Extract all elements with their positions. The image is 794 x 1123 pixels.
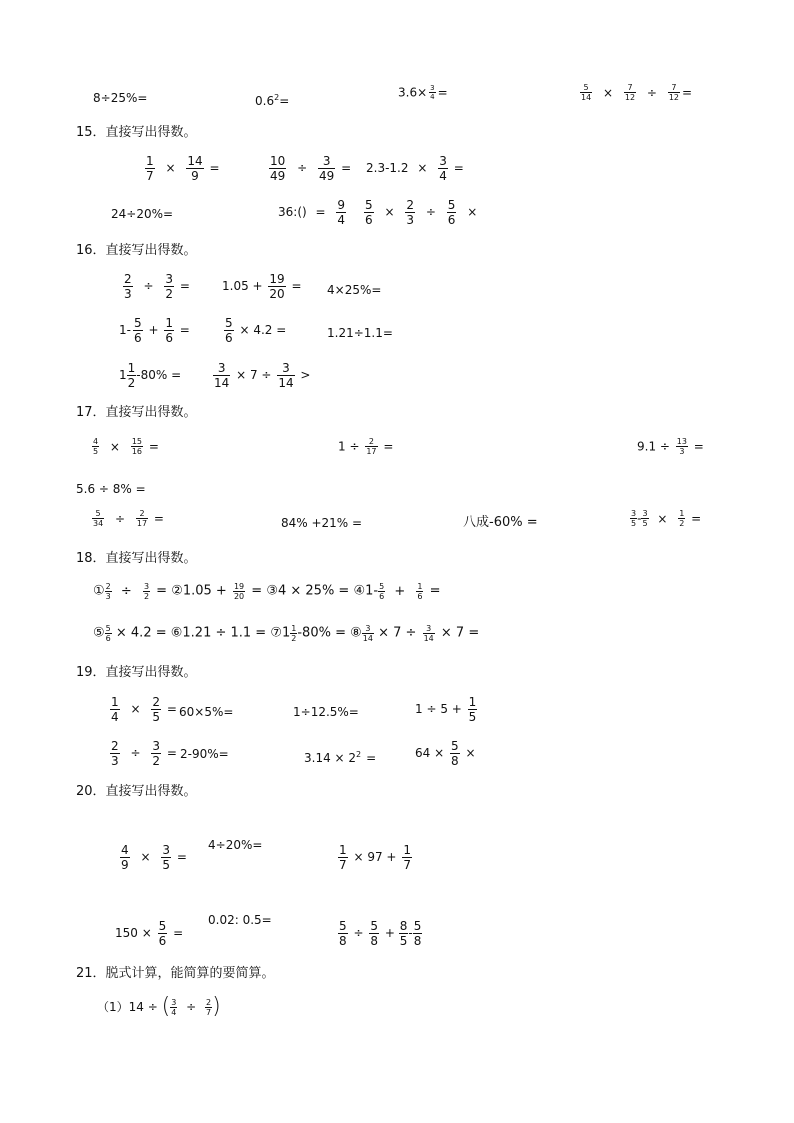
q17-heading: 17．直接写出得数。 [76, 405, 197, 420]
q16-expr-c: 4×25%= [327, 283, 382, 297]
q18-heading: 18．直接写出得数。 [76, 551, 197, 566]
q17-expr-a: $\frac{4}{5}$ × $\frac{15}{16}$ = [93, 437, 159, 456]
q16-expr-a: $\frac{2}{3}$ ÷ $\frac{3}{2}$ = [124, 272, 190, 301]
q17-expr-b: 1 ÷ $\frac{2}{17}$ = [338, 437, 394, 456]
q20-expr-c: $\frac{1}{7}$ × 97 + $\frac{1}{7}$ [339, 843, 411, 872]
q15-expr-f: $\frac{5}{6}$ × $\frac{2}{3}$ ÷ $\frac{5}{6}$ × [365, 198, 478, 227]
q20-expr-a: $\frac{4}{9}$ × $\frac{3}{5}$ = [121, 843, 187, 872]
q21-problem-1: （1）14 ÷ ( $\frac{3}{4}$ ÷ $\frac{2}{7}$ ) [97, 994, 221, 1019]
q20-heading: 20．直接写出得数。 [76, 784, 197, 799]
q20-expr-e: 0.02: 0.5= [208, 913, 272, 927]
q16-heading: 16．直接写出得数。 [76, 243, 197, 258]
q16-expr-h: $\frac{3}{14}$ × 7 ÷ $\frac{3}{14}$ > [214, 361, 311, 390]
expr-top-a: 8÷25%= [93, 91, 148, 105]
q15-expr-b: $\frac{10}{49}$ ÷ $\frac{3}{49}$ = [270, 154, 352, 183]
q17-expr-e: $\frac{5}{34}$ ÷ $\frac{2}{17}$ = [93, 509, 164, 528]
q17-expr-d: 5.6 ÷ 8% = [76, 482, 146, 496]
q20-expr-b: 4÷20%= [208, 838, 263, 852]
q17-expr-c: 9.1 ÷ $\frac{13}{3}$ = [637, 437, 704, 456]
q16-expr-f: 1.21÷1.1= [327, 326, 393, 340]
q15-heading: 15．直接写出得数。 [76, 125, 197, 140]
q19-expr-a: $\frac{1}{4}$ × $\frac{2}{5}$ = [111, 695, 177, 724]
q16-expr-g: 1 $\frac{1}{2}$ -80% = [119, 361, 182, 390]
q20-expr-d: 150 × $\frac{5}{6}$ = [115, 919, 184, 948]
q19-expr-d: 1 ÷ 5 + $\frac{1}{5}$ [415, 695, 477, 724]
q18-row1: ① $\frac{2}{3}$ ÷ $\frac{3}{2}$ = ②1.05 + $\frac{19}{20}$ = ③4 × 25% = ④1- $\frac{5}{6}$ + $\frac{1}{6}$ = [93, 582, 441, 601]
q15-expr-a: $\frac{1}{7}$ × $\frac{14}{9}$ = [146, 154, 220, 183]
expr-top-d: $\frac{5}{14}$ × $\frac{7}{12}$ ÷ $\frac{7}{12}$ = [581, 83, 693, 102]
q15-expr-d: 24÷20%= [111, 207, 174, 221]
expr-top-b: $0.6^2=$ [255, 93, 290, 108]
q19-expr-e: $\frac{2}{3}$ ÷ $\frac{3}{2}$ = [111, 739, 177, 768]
q19-expr-f: 2-90%= [180, 747, 229, 761]
q19-expr-h: 64 × $\frac{5}{8}$ × [415, 739, 476, 768]
q19-expr-g: $3.14 \times 2^2$ = [304, 750, 377, 765]
q15-expr-c: 2.3-1.2 × $\frac{3}{4}$ = [366, 154, 464, 183]
q17-expr-f: 84% +21% = [281, 516, 363, 530]
q20-expr-f: $\frac{5}{8}$ ÷ $\frac{5}{8}$ + $\frac{8}{5}$ - $\frac{5}{8}$ [339, 919, 422, 948]
q17-expr-h: $\frac{3}{5}$ - $\frac{3}{5}$ × $\frac{1}{2}$ = [631, 509, 702, 528]
q16-expr-b: 1.05 + $\frac{19}{20}$ = [222, 272, 302, 301]
q16-expr-e: $\frac{5}{6}$ × 4.2 = [225, 316, 287, 345]
q16-expr-d: 1- $\frac{5}{6}$ + $\frac{1}{6}$ = [119, 316, 190, 345]
q17-expr-g: 八成-60% = [463, 515, 538, 530]
q15-expr-e: 36:() = $\frac{9}{4}$ [278, 198, 346, 227]
q19-heading: 19．直接写出得数。 [76, 665, 197, 680]
q21-heading: 21．脱式计算，能简算的要简算。 [76, 966, 275, 981]
q19-expr-b: 60×5%= [179, 705, 234, 719]
q18-row2: ⑤ $\frac{5}{6}$ × 4.2 = ⑥1.21 ÷ 1.1 = ⑦1 $\frac{1}{2}$ -80% = ⑧ $\frac{3}{14}$ × 7 ÷ $\frac{3}{14}$ × 7 = [93, 624, 480, 643]
q19-expr-c: 1÷12.5%= [293, 705, 359, 719]
expr-top-c: 3.6× $\frac{3}{4}$ = [398, 84, 448, 101]
